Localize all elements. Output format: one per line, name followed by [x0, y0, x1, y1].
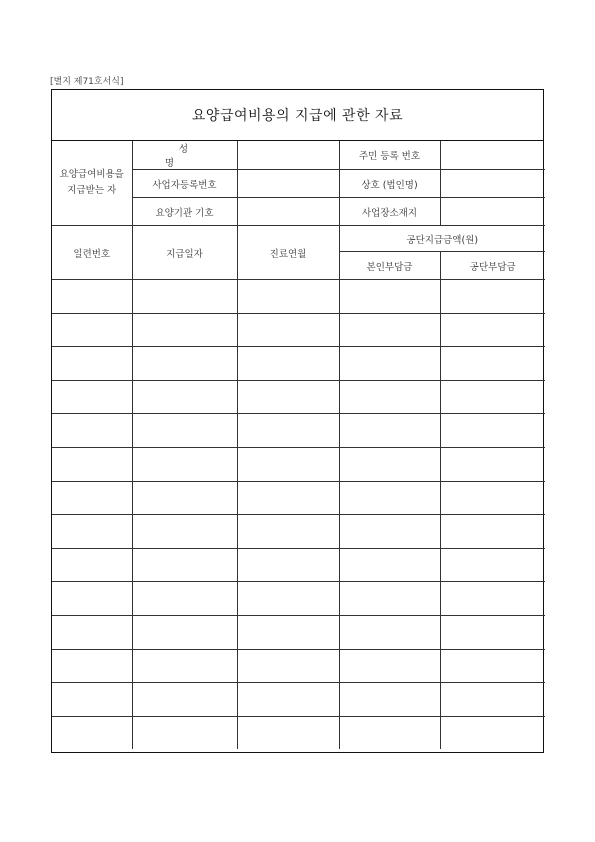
recipient-group-label: 요양급여비용을 지급받는 자: [52, 141, 132, 226]
table-row: [52, 280, 545, 314]
column-header-treatment-month: 진료연월: [237, 226, 339, 280]
table-cell[interactable]: [132, 683, 237, 717]
column-header-payment-date: 지급일자: [132, 226, 237, 280]
table-cell[interactable]: [132, 481, 237, 515]
table-cell[interactable]: [440, 280, 545, 314]
table-cell[interactable]: [132, 347, 237, 381]
table-cell[interactable]: [52, 380, 132, 414]
name-label: 성 명: [132, 141, 237, 170]
table-cell[interactable]: [339, 649, 440, 683]
institution-code-label: 요양기관 기호: [132, 198, 237, 226]
table-cell[interactable]: [132, 414, 237, 448]
title-row: [52, 90, 543, 141]
column-header-serial: 일련번호: [52, 226, 132, 280]
table-cell[interactable]: [440, 414, 545, 448]
table-cell[interactable]: [132, 548, 237, 582]
table-row: [52, 515, 545, 549]
table-row: [52, 481, 545, 515]
form-title: 요양급여비용의 지급에 관한 자료: [191, 108, 404, 124]
table-cell[interactable]: [132, 716, 237, 749]
business-registration-label: 사업자등록번호: [132, 170, 237, 198]
table-cell[interactable]: [339, 481, 440, 515]
table-cell[interactable]: [52, 515, 132, 549]
table-cell[interactable]: [339, 380, 440, 414]
table-cell[interactable]: [237, 447, 339, 481]
table-cell[interactable]: [52, 447, 132, 481]
table-cell[interactable]: [237, 548, 339, 582]
table-cell[interactable]: [237, 280, 339, 314]
table-cell[interactable]: [440, 548, 545, 582]
company-name-label: 상호 (법인명): [339, 170, 440, 198]
business-registration-field[interactable]: [237, 170, 339, 198]
table-cell[interactable]: [237, 683, 339, 717]
table-cell[interactable]: [237, 716, 339, 749]
table-cell[interactable]: [440, 481, 545, 515]
table-cell[interactable]: [132, 515, 237, 549]
resident-number-label: 주민 등록 번호: [339, 141, 440, 170]
table-cell[interactable]: [440, 380, 545, 414]
table-cell[interactable]: [339, 548, 440, 582]
table-cell[interactable]: [237, 582, 339, 616]
table-cell[interactable]: [339, 347, 440, 381]
table-row: [52, 347, 545, 381]
table-cell[interactable]: [52, 414, 132, 448]
table-cell[interactable]: [132, 280, 237, 314]
table-cell[interactable]: [237, 313, 339, 347]
table-cell[interactable]: [339, 447, 440, 481]
table-row: [52, 447, 545, 481]
table-cell[interactable]: [237, 481, 339, 515]
table-cell[interactable]: [440, 716, 545, 749]
table-cell[interactable]: [440, 615, 545, 649]
records-body: [52, 280, 545, 750]
table-cell[interactable]: [237, 347, 339, 381]
table-cell[interactable]: [52, 280, 132, 314]
table-cell[interactable]: [52, 615, 132, 649]
payment-records-table: [52, 226, 545, 749]
business-address-label: 사업장소재지: [339, 198, 440, 226]
table-cell[interactable]: [132, 582, 237, 616]
table-row: [52, 313, 545, 347]
payment-data-form: [51, 89, 544, 753]
column-header-payment-amount: 공단지급금액(원): [339, 226, 545, 252]
table-row: [52, 582, 545, 616]
table-cell[interactable]: [339, 683, 440, 717]
table-cell[interactable]: [52, 347, 132, 381]
column-header-corp-pay: 공단부담금: [440, 252, 545, 280]
table-row: [52, 548, 545, 582]
column-header-self-pay: 본인부담금: [339, 252, 440, 280]
table-cell[interactable]: [440, 347, 545, 381]
table-cell[interactable]: [339, 582, 440, 616]
institution-code-field[interactable]: [237, 198, 339, 226]
table-cell[interactable]: [132, 649, 237, 683]
table-row: [52, 716, 545, 749]
table-cell[interactable]: [52, 582, 132, 616]
table-cell[interactable]: [237, 414, 339, 448]
table-cell[interactable]: [440, 649, 545, 683]
table-row: [52, 414, 545, 448]
table-cell[interactable]: [339, 716, 440, 749]
table-cell[interactable]: [440, 683, 545, 717]
table-row: [52, 380, 545, 414]
name-field[interactable]: [237, 141, 339, 170]
table-row: [52, 615, 545, 649]
table-cell[interactable]: [52, 683, 132, 717]
form-number: [별지 제71호서식]: [50, 77, 124, 87]
table-cell[interactable]: [440, 582, 545, 616]
table-row: [52, 683, 545, 717]
table-cell[interactable]: [339, 615, 440, 649]
table-cell[interactable]: [52, 716, 132, 749]
table-cell[interactable]: [132, 380, 237, 414]
table-cell[interactable]: [237, 380, 339, 414]
recipient-info-table: [52, 141, 545, 226]
table-row: [52, 649, 545, 683]
table-cell[interactable]: [52, 548, 132, 582]
table-cell[interactable]: [339, 280, 440, 314]
table-cell[interactable]: [440, 515, 545, 549]
company-name-field[interactable]: [440, 170, 545, 198]
table-cell[interactable]: [132, 447, 237, 481]
business-address-field[interactable]: [440, 198, 545, 226]
table-cell[interactable]: [237, 515, 339, 549]
table-cell[interactable]: [132, 615, 237, 649]
table-cell[interactable]: [132, 313, 237, 347]
table-cell[interactable]: [52, 313, 132, 347]
table-cell[interactable]: [440, 447, 545, 481]
table-cell[interactable]: [237, 615, 339, 649]
table-cell[interactable]: [339, 414, 440, 448]
table-cell[interactable]: [52, 481, 132, 515]
table-cell[interactable]: [237, 649, 339, 683]
table-cell[interactable]: [52, 649, 132, 683]
table-cell[interactable]: [339, 515, 440, 549]
resident-number-field[interactable]: [440, 141, 545, 170]
table-cell[interactable]: [440, 313, 545, 347]
table-cell[interactable]: [339, 313, 440, 347]
